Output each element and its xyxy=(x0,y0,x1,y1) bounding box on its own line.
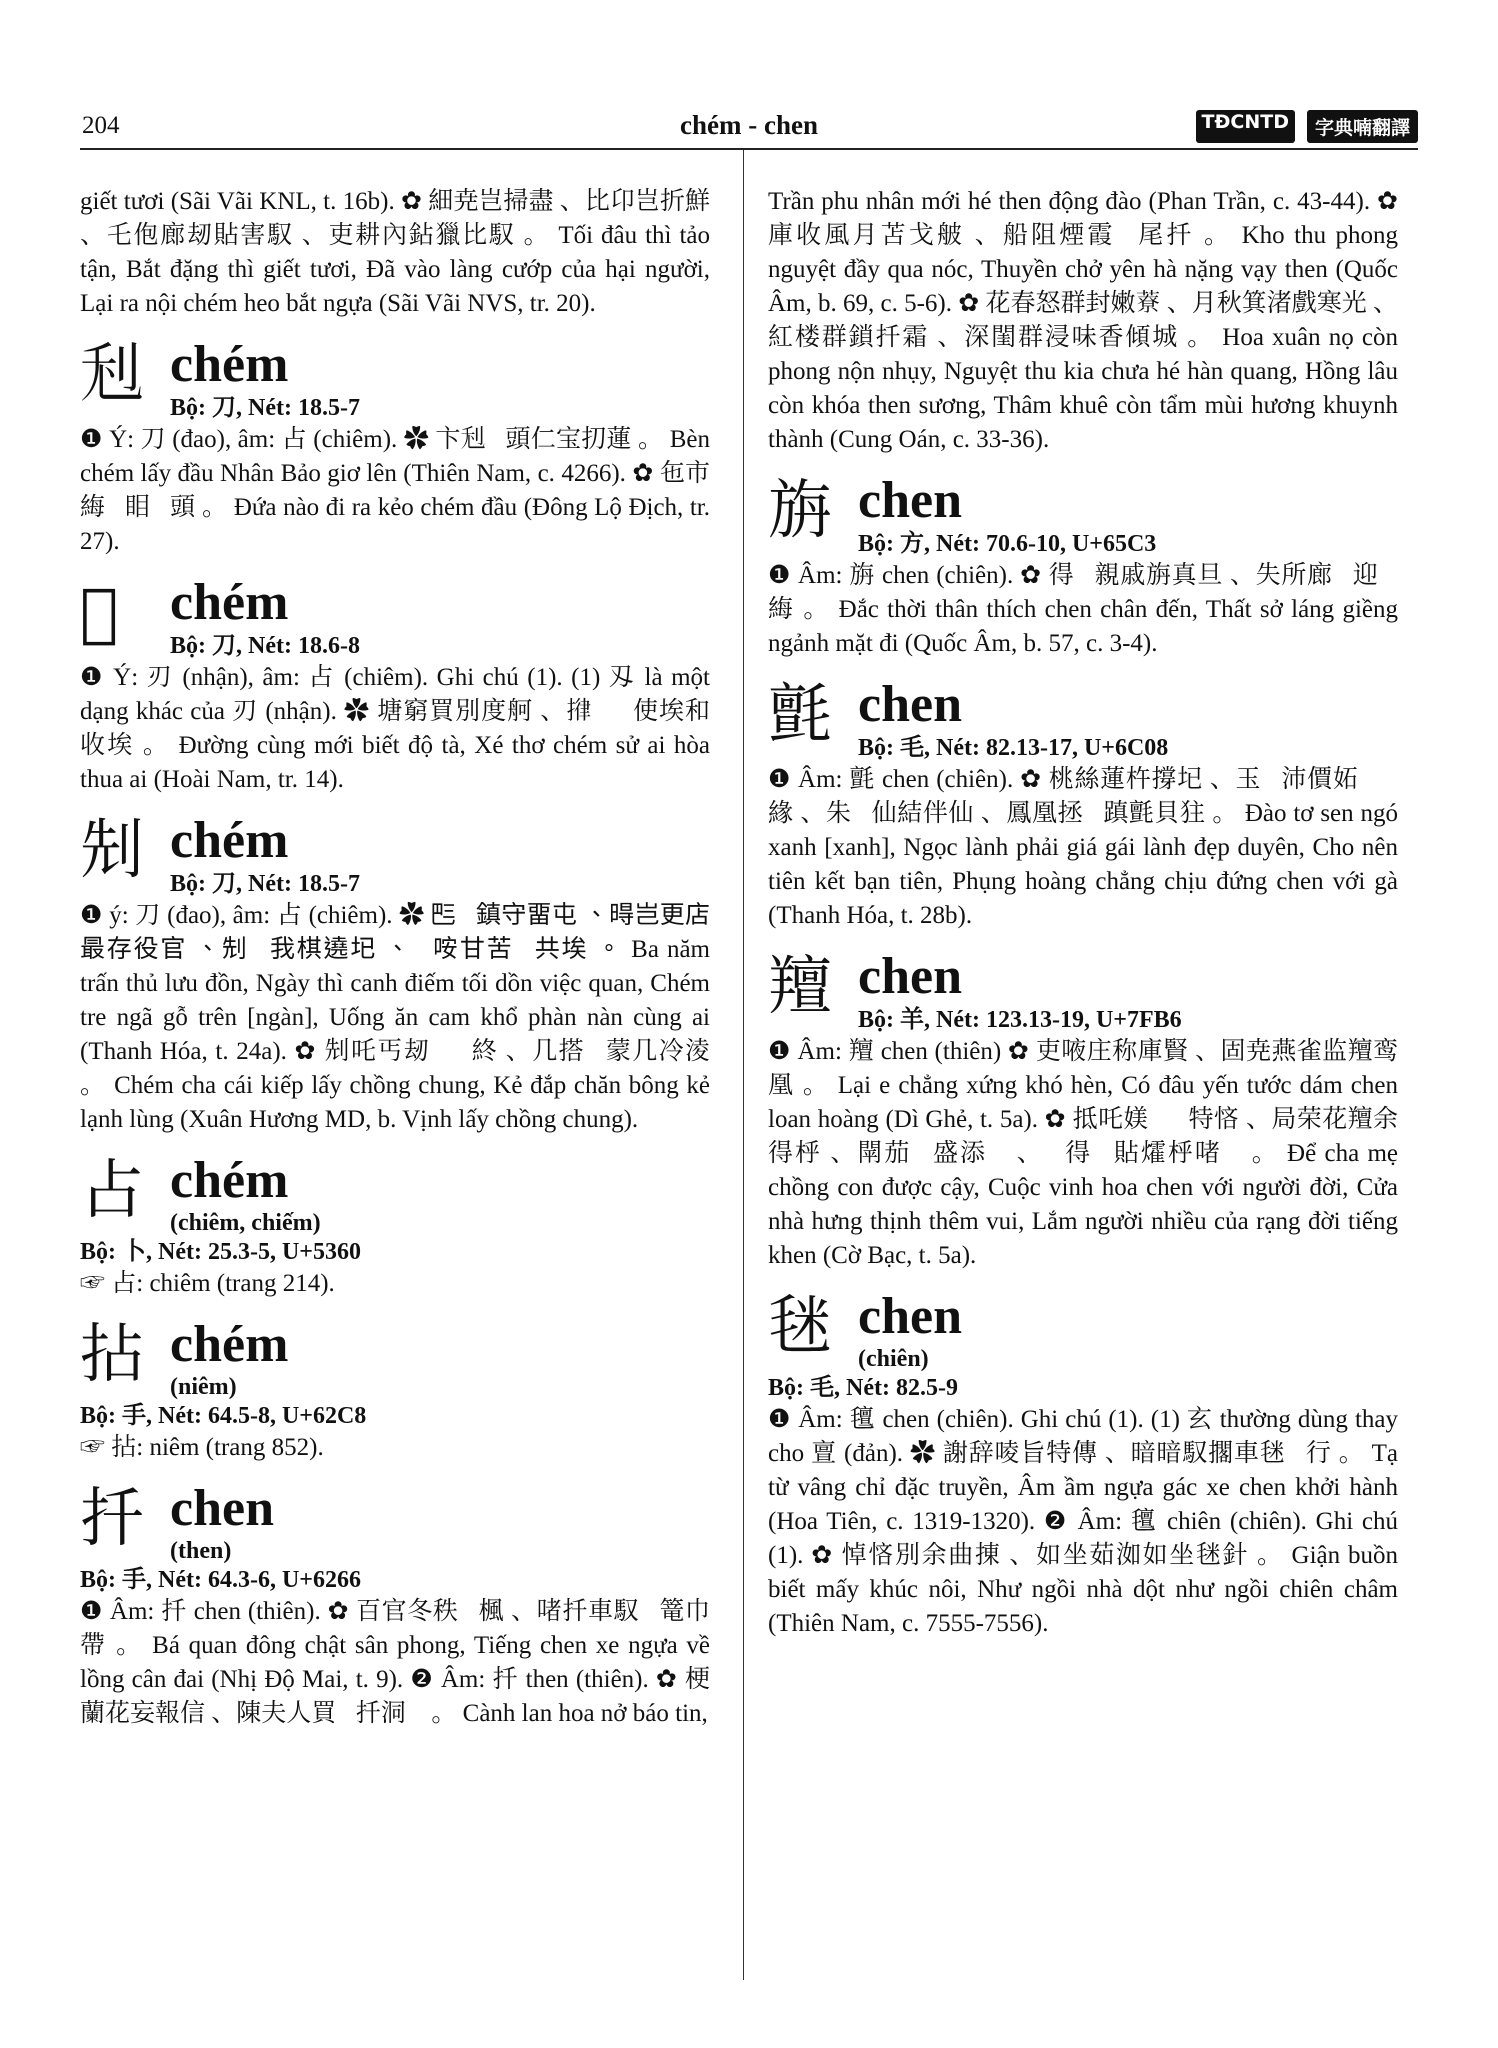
radical-info: Bộ: 方, Nét: 70.6-10, U+65C3 xyxy=(858,531,1157,557)
entry-body: ❶ Âm: 氊 chen (chiên). Ghi chú (1). (1) 玄 thường dùng thay cho 亶 (đản). ✿ 謝辞㖫旨特傳 、暗暗馭擱車毩𢲧行 。 Tạ từ vâng chỉ đặc truyền, Âm ầm ngựa gác xe chen khởi hành (Hoa Tiên, c. 1319-1320). ❷ Âm: 氊 chiên (chiên). Ghi chú (1). ✿ 悼悋別余曲㨂 、如坐茹洳如坐毩針 。 Giận buồn biết mấy khúc nôi, Như ngồi nhà dột như ngồi chiên châm (Thiên Nam, c. 7555-7556). xyxy=(768,1406,1398,1637)
entry xyxy=(768,1289,1398,1641)
entry-body: ❶ Ý: 刀 (đao), âm: 占 (chiêm). ✿ 卞𠛦𧡊頭仁宝㧅蓮 。 Bèn chém lấy đầu Nhân Bảo giơ lên (Thiên Nam, c. 4266). ✿ 㐌市䋦𦖑䀠𠛦頭 。 Đứa nào đi ra kẻo chém đầu (Đông Lộ Địch, tr. 27). xyxy=(80,426,710,555)
radical-info: Bộ: 卜, Nét: 25.3-5, U+5360 xyxy=(80,1239,361,1265)
entry-character: 毩 xyxy=(768,1290,832,1364)
entry-body: ☞ 占: chiêm (trang 214). xyxy=(80,1270,335,1297)
entry-character: 占 xyxy=(80,1154,144,1228)
radical-info: Bộ: 刀, Nét: 18.5-7 xyxy=(170,395,360,421)
radical-info: Bộ: 刀, Nét: 18.5-7 xyxy=(170,871,360,897)
radical-info: Bộ: 手, Nét: 64.5-8, U+62C8 xyxy=(80,1403,367,1429)
radical-info: Bộ: 刀, Nét: 18.6-8 xyxy=(170,633,360,659)
entry-body: ❶ Âm: 氈 chen (chiên). ✿ 桃絲蓮杵撐𡉏 、玉𨫊沛價妬𨫊𦀊緣 、朱𢧚仙結伴仙 、鳳凰拯𦑃蹎氈貝㹥 。 Đào tơ sen ngó xanh [xanh], Ngọc lành phải giá gái lành đẹp duyên, Cho nên tiên kết bạn tiên, Phụng hoàng chẳng chịu đứng chen với gà (Thanh Hóa, t. 28b). xyxy=(768,766,1398,929)
entry xyxy=(768,473,1398,661)
headword: chen xyxy=(858,676,962,733)
entry-body: ☞ 拈: niêm (trang 852). xyxy=(80,1434,324,1461)
entry xyxy=(80,1481,710,1731)
entry-character: 𠜋 xyxy=(80,576,119,650)
entry xyxy=(80,337,710,559)
alt-reading: (then) xyxy=(170,1538,232,1564)
continued-text: Trần phu nhân mới hé then động đào (Phan Trần, c. 43-44). ✿ 庫收風月苫戈𦨭 、船阻煙霞𥕄尾扦 。 Kho thu phong nguyệt đầy qua nóc, Thuyền chở yên hà nặng vạy then (Quốc Âm, b. 69, c. 5-6). ✿ 花春怒群封嫩𦼔 、月秋箕渚戲寒光 、紅楼群鎖扦霜 、深閨群浸味香傾城 。 Hoa xuân nọ còn phong nộn nhụy, Nguyệt thu kia chưa hé hàn quang, Hồng lâu còn khóa then sương, Thâm khuê còn tẩm mùi hương khuynh thành (Cung Oán, c. 33-36). xyxy=(768,188,1398,453)
column-divider xyxy=(743,150,744,1980)
entry xyxy=(80,1153,710,1301)
headword: chém xyxy=(170,1152,289,1209)
headword: chen xyxy=(170,1480,274,1537)
logo-tdcntd: TĐCNTD xyxy=(1196,110,1295,143)
entry-body: ❶ ý: 刀 (đao), âm: 占 (chiêm). ✿ 𠀧𢆥鎮守畱屯 、𣈜岂更店最存役官 、𠜎𣘃我棋遶𡉏 、𠹾咹甘苦𡂽共埃 。 Ba năm trấn thủ lưu đồn, Ngày thì canh điếm tối dồn việc quan, Chém tre ngã gỗ trên [ngàn], Uống ăn cam khổ phàn nàn cùng ai (Thanh Hóa, t. 24a). ✿ 𠜎吒丐刼𧡊𠶆終 、几搭𧜖蒙几冷淩 。 Chém cha cái kiếp lấy chồng chung, Kẻ đắp chăn bông kẻ lạnh lùng (Xuân Hương MD, b. Vịnh lấy chồng chung). xyxy=(80,902,710,1133)
entry-character: 旃 xyxy=(768,474,832,548)
alt-reading: (chiên) xyxy=(858,1346,929,1372)
alt-reading: (niêm) xyxy=(170,1374,237,1400)
left-column xyxy=(80,185,710,1731)
entry-character: 𠛦 xyxy=(80,338,144,412)
headword: chém xyxy=(170,1316,289,1373)
page-header xyxy=(80,108,1418,150)
entry-character: 扦 xyxy=(80,1482,144,1556)
entry xyxy=(768,677,1398,933)
radical-info: Bộ: 毛, Nét: 82.13-17, U+6C08 xyxy=(858,735,1169,761)
entry xyxy=(80,813,710,1137)
entry-character: 𠜎 xyxy=(80,814,144,888)
entry-body: ❶ Âm: 旃 chen (chiên). ✿ 得𣇞親戚旃真旦 、失所廊𥁑迎𣘃䋦 。 Đắc thời thân thích chen chân đến, Thất sở láng giềng ngảnh mặt đi (Quốc Âm, b. 57, c. 3-4). xyxy=(768,562,1398,657)
headword: chen xyxy=(858,948,962,1005)
entry xyxy=(80,1317,710,1465)
entry-body: ❶ Âm: 羶 chen (thiên) ✿ 吏㖡庄称庫賢 、固尭燕雀监羶鸾凰 。 Lại e chẳng xứng khó hèn, Có đâu yến tước dám chen loan hoàng (Dì Ghẻ, t. 5a). ✿ 抵吒媄𤳆𢫝特悋 、局荣花羶余得㭔 、閛茄𥙩盛添𢠩 、𡗋得𡖡貼㸌㭔啫𠱊 。 Để cha mẹ chồng con được cậy, Cuộc vinh hoa chen với người đời, Cửa nhà hưng thịnh thêm vui, Lắm người nhiều của rạng đời tiếng khen (Cờ Bạc, t. 5a). xyxy=(768,1038,1398,1269)
entry xyxy=(80,575,710,797)
continued-text: giết tươi (Sãi Vãi KNL, t. 16b). ✿ 細尭岂掃盡 、比卬岂折鮮 、乇佨廊刼貼害馭 、吏耕內鉆獵比馭 。 Tối đâu thì tảo tận, Bắt đặng thì giết tươi, Đã vào làng cướp của hại người, Lại ra nội chém heo bắt ngựa (Sãi Vãi NVS, tr. 20). xyxy=(80,188,710,317)
alt-reading: (chiêm, chiếm) xyxy=(170,1210,321,1236)
entry-body: ❶ Âm: 扦 chen (thiên). ✿ 百官冬秩𡏦楓 、啫扦車馭𡉣篭巾帶 。 Bá quan đông chật sân phong, Tiếng chen xe ngựa về lồng cân đai (Nhị Độ Mai, t. 9). ❷ Âm: 扦 then (thiên). ✿ 梗蘭花妄報信 、陳夫人買𢷀扦洞𥨪 。 Cành lan hoa nở báo tin, xyxy=(80,1598,710,1727)
right-column xyxy=(768,185,1398,1641)
headword: chém xyxy=(170,574,289,631)
publisher-logo xyxy=(1196,110,1418,143)
entry xyxy=(768,949,1398,1273)
radical-info: Bộ: 毛, Nét: 82.5-9 xyxy=(768,1375,958,1401)
entry-body: ❶ Ý: 刃 (nhận), âm: 占 (chiêm). Ghi chú (1). (1) 刄 là một dạng khác của 刃 (nhận). ✿ 塘窮買別度舸 、𢯰𥿂𠜋使埃和收埃 。 Đường cùng mới biết độ tà, Xé thơ chém sử ai hòa thua ai (Hoài Nam, tr. 14). xyxy=(80,664,710,793)
entry-character: 拈 xyxy=(80,1318,144,1392)
radical-info: Bộ: 羊, Nét: 123.13-19, U+7FB6 xyxy=(858,1007,1182,1033)
page-number: 204 xyxy=(82,112,120,139)
entry-character: 氈 xyxy=(768,678,832,752)
running-title: chém - chen xyxy=(680,110,818,140)
entry-character: 羶 xyxy=(768,950,832,1024)
logo-han-nom: 字典喃翻譯 xyxy=(1307,110,1418,143)
headword: chen xyxy=(858,1288,962,1345)
headword: chen xyxy=(858,472,962,529)
headword: chém xyxy=(170,336,289,393)
headword: chém xyxy=(170,812,289,869)
radical-info: Bộ: 手, Nét: 64.3-6, U+6266 xyxy=(80,1567,361,1593)
